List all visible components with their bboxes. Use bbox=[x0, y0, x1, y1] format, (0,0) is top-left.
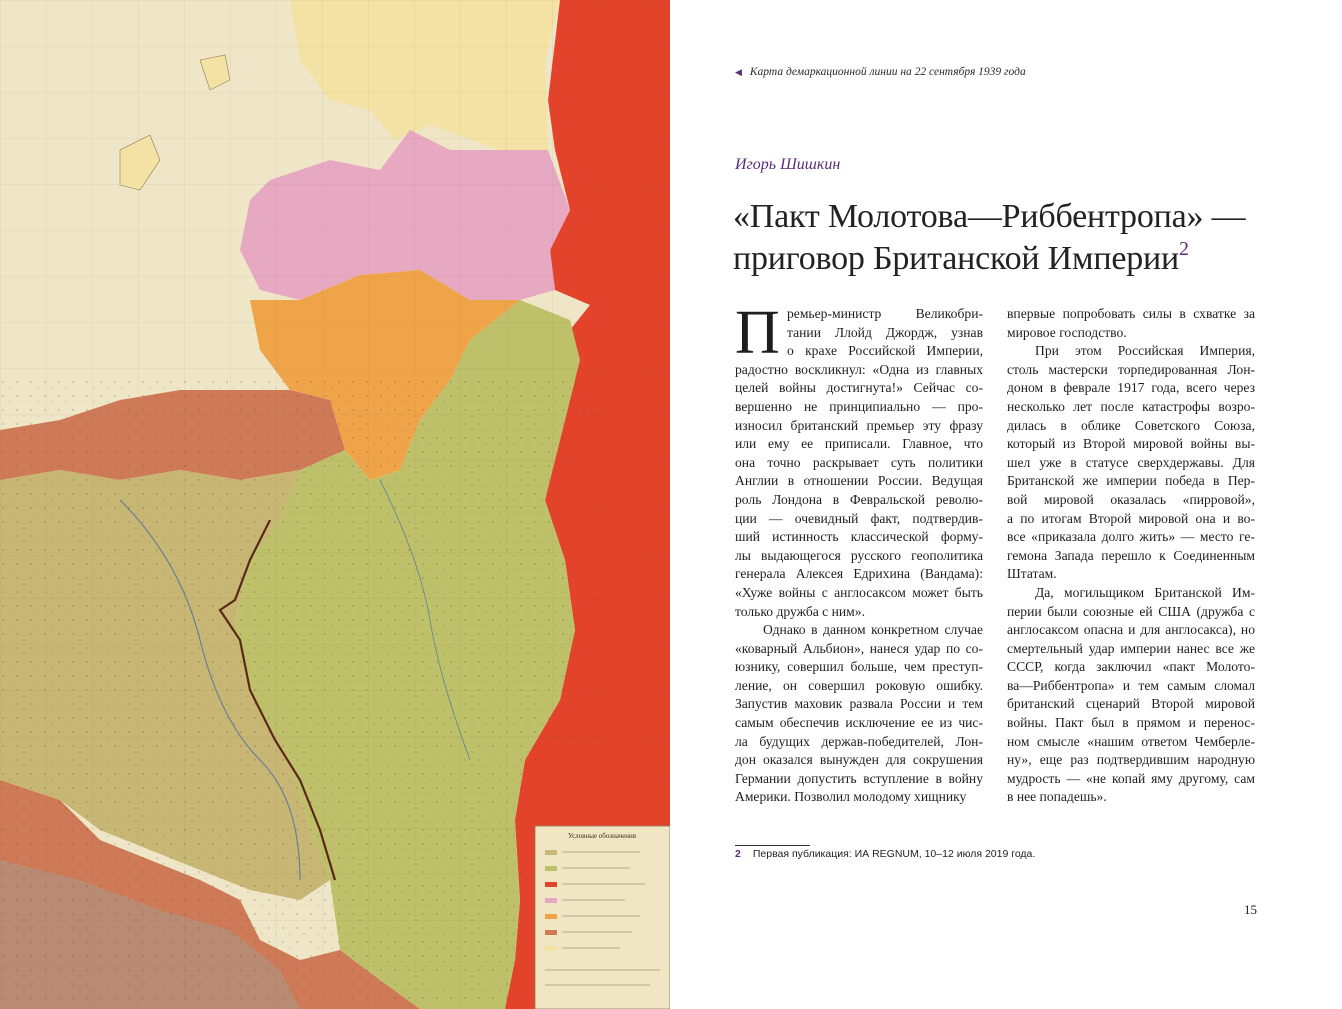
title-line-2: приговор Британской Империи bbox=[733, 240, 1180, 277]
text-line: ва—Риббентропа» и тем самым сломал bbox=[1007, 677, 1255, 693]
text-line: столь мастерски торпедированная Лон- bbox=[1007, 361, 1255, 377]
text-line: Запустив маховик развала России и тем bbox=[735, 696, 983, 712]
text-line: Англии в отношении России. Ведущая bbox=[735, 473, 983, 489]
text-line: гемона Запада перешло к Соединенным bbox=[1007, 547, 1255, 563]
text-line: она точно раскрывает суть политики bbox=[735, 454, 983, 470]
demarcation-map bbox=[0, 0, 670, 1009]
footnote bbox=[735, 848, 1035, 860]
text-line: ремьер-министр Великобри- bbox=[787, 306, 983, 321]
text-line: Штатам. bbox=[1007, 566, 1057, 582]
text-line: При этом Российская Империя, bbox=[1035, 343, 1255, 359]
text-line: СССР, когда заключил «пакт Молото- bbox=[1007, 659, 1255, 675]
left-triangle-icon: ◀ bbox=[735, 67, 742, 77]
text-line: который из Второй мировой войны вы- bbox=[1007, 436, 1255, 452]
text-line: радостно воскликнул: «Одна из главных bbox=[735, 361, 983, 377]
drop-cap: П bbox=[735, 299, 780, 367]
text-line: роль Лондона в Февральской револю- bbox=[735, 491, 983, 507]
text-line: только дружба с ним». bbox=[735, 603, 865, 619]
text-line: Америки. Позволил молодому хищнику bbox=[735, 789, 967, 805]
text-line: лы выдающегося русского геополитика bbox=[735, 547, 983, 563]
text-line: «Хуже войны с англосаксом может быть bbox=[735, 584, 983, 600]
text-line: Британской же империи победа в Пер- bbox=[1007, 473, 1255, 489]
footnote-number: 2 bbox=[735, 848, 741, 860]
text-line: или ему ее приписали. Главное, что bbox=[735, 436, 983, 452]
text-line: в нее попадешь». bbox=[1007, 789, 1107, 805]
map-caption bbox=[735, 66, 1026, 78]
text-line: мудрость — «не копай яму другому, сам bbox=[1007, 770, 1255, 786]
text-line: вой мировой оказалась «пирровой», bbox=[1007, 491, 1255, 507]
text-line: ла будущих держав-победителей, Лон- bbox=[735, 733, 983, 749]
map-image bbox=[0, 0, 670, 1009]
text-line: мировое господство. bbox=[1007, 324, 1127, 340]
caption-text: Карта демаркационной линии на 22 сентября 1939 года bbox=[749, 66, 1026, 78]
text-line: впервые попробовать силы в схватке за bbox=[1007, 306, 1255, 321]
text-line: Да, могильщиком Британской Им- bbox=[1035, 584, 1255, 600]
text-line: войны. Пакт был в прямом и перенос- bbox=[1007, 715, 1255, 731]
text-line: генерала Алексея Едрихина (Вандама): bbox=[735, 566, 983, 582]
text-line: о крахе Российской Империи, bbox=[787, 343, 983, 359]
text-column-1 bbox=[735, 299, 983, 807]
page-number: 15 bbox=[1244, 902, 1257, 917]
text-line: ном смысле «нашим ответом Чемберле- bbox=[1007, 733, 1255, 749]
text-line: тании Ллойд Джордж, узнав bbox=[787, 324, 983, 340]
text-line: смертельный удар империи нанес все же bbox=[1007, 640, 1255, 656]
text-line: несколько лет после катастрофы возро- bbox=[1007, 398, 1255, 414]
text-line: перии были союзные ей США (дружба с bbox=[1007, 603, 1255, 619]
footnote-text: Первая публикация: ИА REGNUM, 10–12 июля 2019 года. bbox=[752, 848, 1036, 860]
text-line: юзнику, совершил больше, чем преступ- bbox=[735, 659, 983, 675]
text-line: целей войны достигнута!» Сейчас со- bbox=[735, 380, 983, 396]
text-line: вершенно не принципиально — про- bbox=[735, 398, 983, 414]
text-line: «коварный Альбион», нанеся удар по со- bbox=[735, 640, 983, 656]
title-footnote-ref: 2 bbox=[1179, 238, 1189, 260]
text-line: ший истинность классической форму- bbox=[735, 529, 983, 545]
text-line: англосаксом опасна и для англосакса), но bbox=[1007, 622, 1255, 638]
footnote-rule bbox=[735, 845, 810, 846]
article-title bbox=[733, 196, 1313, 280]
text-line: Германии допустить вступление в войну bbox=[735, 770, 983, 786]
text-line: износил британский премьер эту фразу bbox=[735, 417, 983, 433]
text-line: дилась в облике Советского Союза, bbox=[1007, 417, 1255, 433]
text-line: британский сценарий Второй мировой bbox=[1007, 696, 1255, 712]
text-line: ции — очевидный факт, подтвердив- bbox=[735, 510, 983, 526]
text-line: Однако в данном конкретном случае bbox=[763, 622, 983, 638]
title-line-1: «Пакт Молотова—Риббентропа» — bbox=[733, 198, 1246, 235]
text-line: дон оказался вынужден для сокрушения bbox=[735, 752, 983, 768]
text-column-2 bbox=[1007, 305, 1255, 807]
text-line: все «приказала долго жить» — место ге- bbox=[1007, 529, 1255, 545]
text-line: ление, он совершил роковую ошибку. bbox=[735, 677, 983, 693]
text-line: шел уже в статусе сверхдержавы. Для bbox=[1007, 454, 1255, 470]
text-line: а по итогам Второй мировой она и во- bbox=[1007, 510, 1255, 526]
text-line: доном в феврале 1917 года, всего через bbox=[1007, 380, 1255, 396]
author-name: Игорь Шишкин bbox=[735, 156, 841, 173]
text-line: самым обеспечив исключение ее из чис- bbox=[735, 715, 983, 731]
map-legend bbox=[535, 826, 670, 1009]
svg-text:Условные обозначения: Условные обозначения bbox=[567, 832, 637, 840]
text-line: ну», еще раз подтвердившим народную bbox=[1007, 752, 1255, 768]
